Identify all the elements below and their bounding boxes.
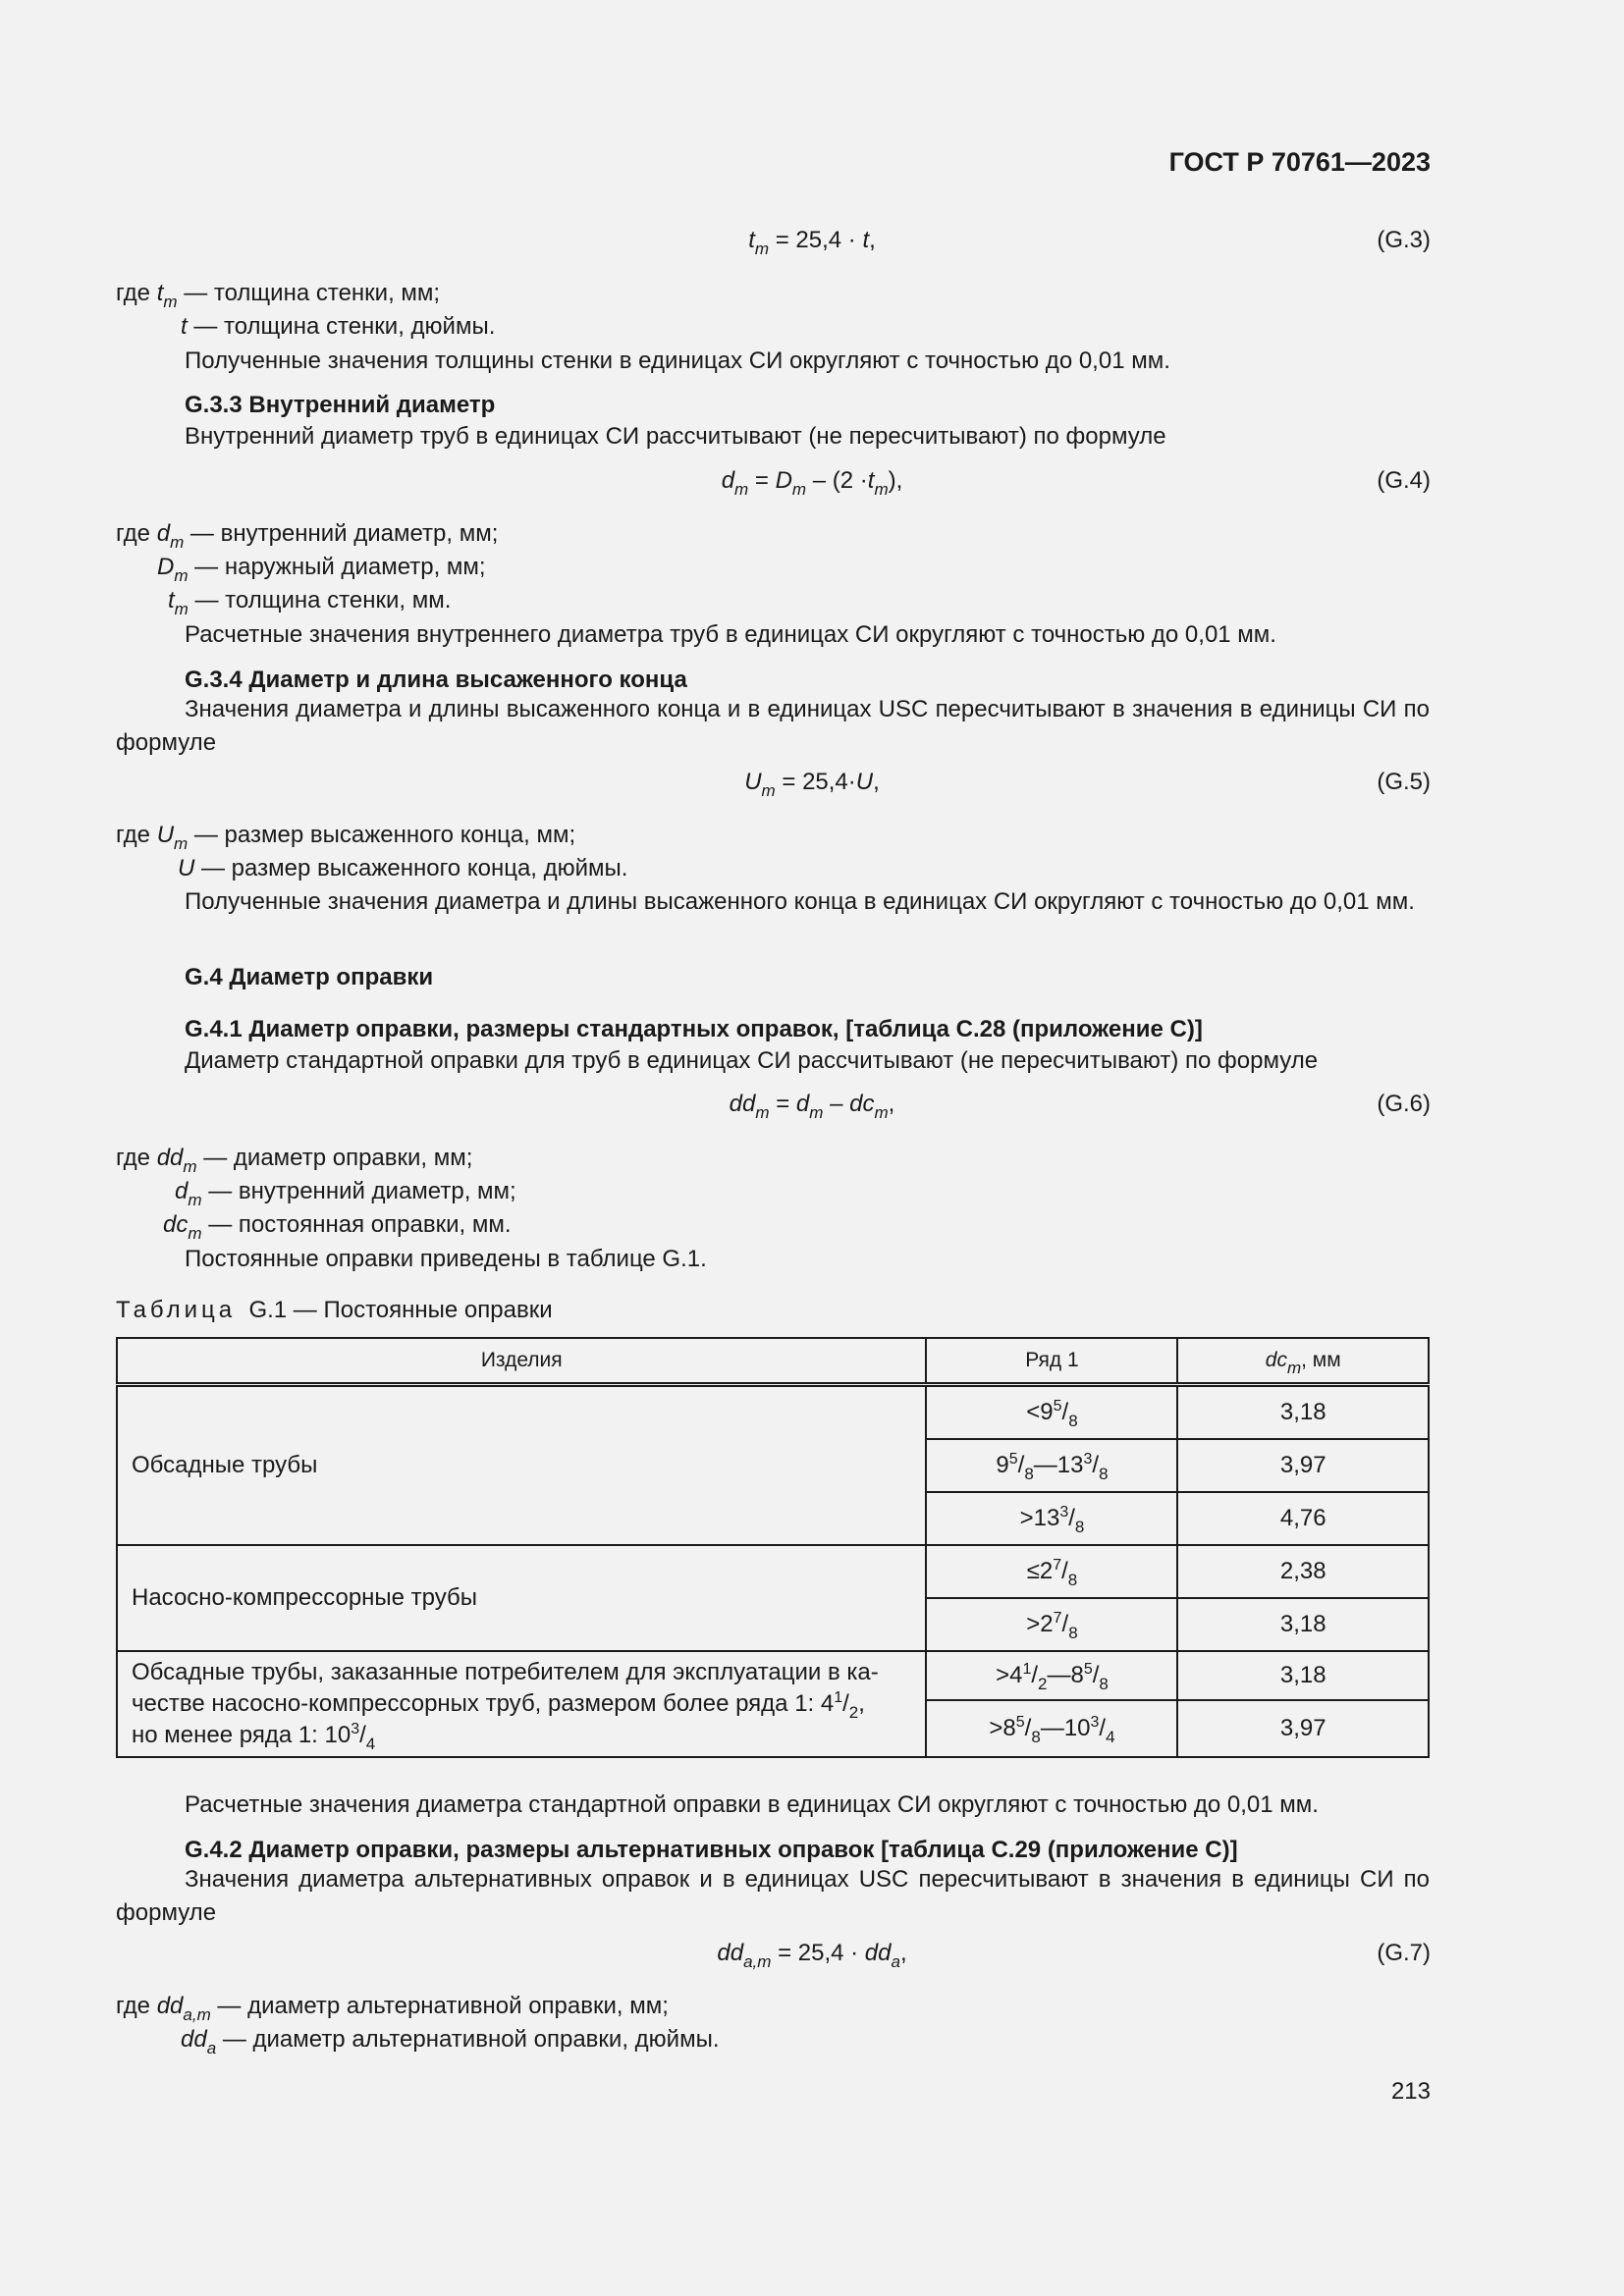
table-row xyxy=(117,1545,1429,1598)
document-id: ГОСТ Р 70761—2023 xyxy=(1168,147,1431,177)
cell-value: 3,18 xyxy=(1177,1598,1429,1651)
where-dm: где $d_m$ — внутренний диаметр, мм; xyxy=(116,520,499,552)
header-row1: Ряд 1 xyxy=(926,1338,1177,1385)
header-product: Изделия xyxy=(117,1338,926,1385)
formula-g3: $t_m = 25,4 \cdot t$, xyxy=(748,227,876,258)
cell-size: $>8^5/_8—10^3/_4$ xyxy=(926,1700,1177,1757)
where-dm-2: $d_m$ — внутренний диаметр, мм; xyxy=(175,1178,516,1209)
cell-size: $>13^3/_8$ xyxy=(926,1492,1177,1545)
where-ddam: где $dd_{a,m}$ — диаметр альтернативной оправки, мм; xyxy=(116,1993,669,2024)
cell-value: 3,18 xyxy=(1177,1385,1429,1440)
where-dcm: $dc_m$ — постоянная оправки, мм. xyxy=(163,1211,512,1243)
cell-value: 3,18 xyxy=(1177,1651,1429,1700)
equation-number-g7: (G.7) xyxy=(1377,1940,1431,1966)
where-dda: $dd_a$ — диаметр альтернативной оправки, дюймы. xyxy=(181,2026,720,2057)
section-g34-text: Значения диаметра и длины высаженного конца и в единицах USC пересчитывают в значения в единицы СИ по формуле xyxy=(116,696,1430,756)
where-um: где $U_m$ — размер высаженного конца, мм; xyxy=(116,822,576,853)
cell-size: $>4^1/_2—8^5/_8$ xyxy=(926,1651,1177,1700)
where-t: t — толщина стенки, дюймы. xyxy=(181,313,496,340)
cell-value: 3,97 xyxy=(1177,1700,1429,1757)
where-tm: где $t_m$ — толщина стенки, мм; xyxy=(116,280,441,311)
section-g34-title: G.3.4 Диаметр и длина высаженного конца xyxy=(185,667,687,693)
formula-g5: $U_m = 25,4\cdot U$, xyxy=(744,769,880,800)
cell-size: $9^5/_8—13^3/_8$ xyxy=(926,1439,1177,1492)
where-u: U — размер высаженного конца, дюймы. xyxy=(178,855,628,881)
section-g4-title: G.4 Диаметр оправки xyxy=(185,964,434,990)
section-g33-title: G.3.3 Внутренний диаметр xyxy=(185,392,496,418)
equation-number-g5: (G.5) xyxy=(1377,769,1431,795)
paragraph-rounding-thickness: Полученные значения толщины стенки в единицах СИ округляют с точностью до 0,01 мм. xyxy=(185,347,1170,374)
cell-casing-as-tubing: Обсадные трубы, заказанные потребителем для эксплуатации в ка- честве насосно-компрессорных труб, размером более ряда 1: $4^1/_2$, но менее ряда 1: $10^3/_4$ xyxy=(117,1651,926,1757)
cell-size: $\le 2^7/_8$ xyxy=(926,1545,1177,1598)
formula-g7: $dd_{a,m} = 25,4 \cdot dd_a$, xyxy=(717,1940,907,1971)
table-header-row xyxy=(117,1338,1429,1385)
section-g41-title: G.4.1 Диаметр оправки, размеры стандартных оправок, [таблица С.28 (приложение С)] xyxy=(185,1016,1203,1042)
paragraph-rounding-upset: Полученные значения диаметра и длины высаженного конца в единицах СИ округляют с точностью до 0,01 мм. xyxy=(185,888,1415,915)
section-g41-text: Диаметр стандартной оправки для труб в единицах СИ рассчитывают (не пересчитывают) по формуле xyxy=(185,1047,1319,1074)
formula-g4: $d_m = D_m - (2 \cdot t_m)$, xyxy=(721,467,903,499)
where-tm-2: $t_m$ — толщина стенки, мм. xyxy=(168,587,452,618)
cell-value: 3,97 xyxy=(1177,1439,1429,1492)
header-dcm: $dc_m$, мм xyxy=(1177,1338,1429,1385)
cell-size: $<9^5/_8$ xyxy=(926,1385,1177,1440)
cell-casing: Обсадные трубы xyxy=(117,1385,926,1546)
section-g33-text: Внутренний диаметр труб в единицах СИ рассчитывают (не пересчитывают) по формуле xyxy=(185,423,1166,450)
equation-number-g3: (G.3) xyxy=(1377,227,1431,253)
table-row xyxy=(117,1385,1429,1440)
cell-value: 4,76 xyxy=(1177,1492,1429,1545)
section-g42-title: G.4.2 Диаметр оправки, размеры альтернативных оправок [таблица С.29 (приложение С)] xyxy=(185,1837,1238,1863)
page-number: 213 xyxy=(1390,2078,1431,2105)
where-ddm: где $dd_m$ — диаметр оправки, мм; xyxy=(116,1145,473,1176)
where-Dm: $D_m$ — наружный диаметр, мм; xyxy=(157,554,486,585)
paragraph-table-reference: Постоянные оправки приведены в таблице G.1. xyxy=(185,1246,707,1272)
formula-g6: $dd_m = d_m - dc_m$, xyxy=(729,1091,895,1122)
equation-number-g6: (G.6) xyxy=(1377,1091,1431,1117)
paragraph-rounding-inner-diameter: Расчетные значения внутреннего диаметра труб в единицах СИ округляют с точностью до 0,01 мм. xyxy=(185,621,1276,648)
cell-tubing: Насосно-компрессорные трубы xyxy=(117,1545,926,1651)
table-g1 xyxy=(116,1337,1430,1758)
section-g42-text: Значения диаметра альтернативных оправок и в единицах USC пересчитывают в значения в единицы СИ по формуле xyxy=(116,1866,1430,1926)
equation-number-g4: (G.4) xyxy=(1377,467,1431,494)
cell-value: 2,38 xyxy=(1177,1545,1429,1598)
cell-size: $>2^7/_8$ xyxy=(926,1598,1177,1651)
table-row xyxy=(117,1651,1429,1700)
table-caption: Таблица G.1 — Постоянные оправки xyxy=(116,1297,553,1323)
paragraph-rounding-mandrel: Расчетные значения диаметра стандартной оправки в единицах СИ округляют с точностью до 0,01 мм. xyxy=(185,1791,1319,1818)
